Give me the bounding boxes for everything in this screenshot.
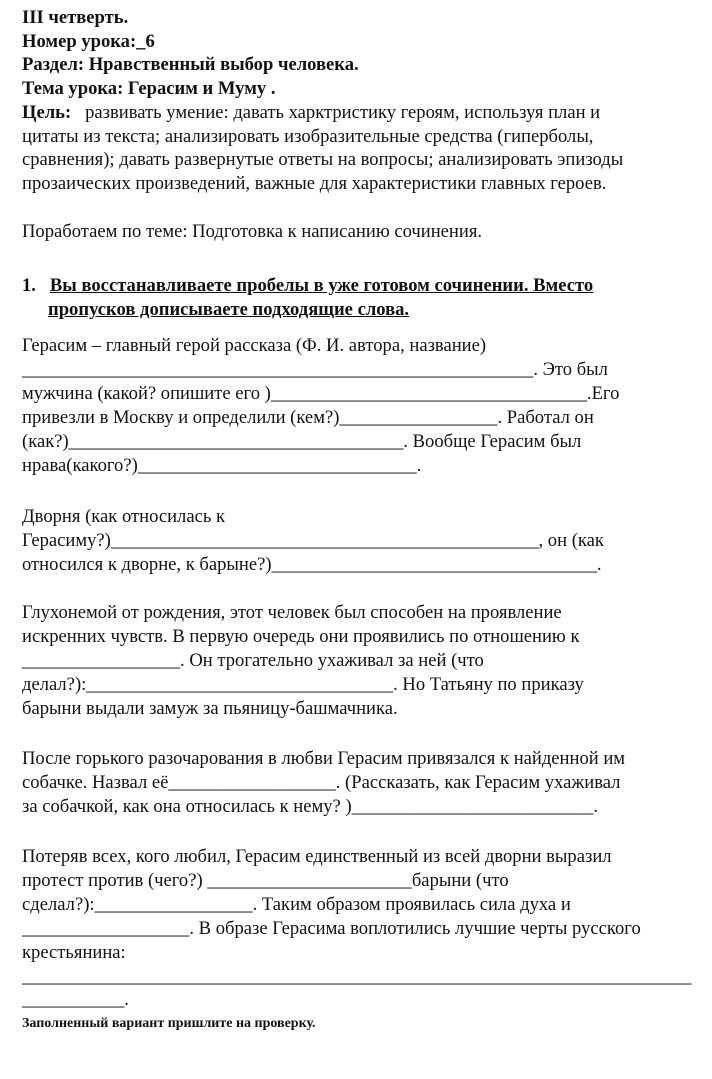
goal-line-4: прозаических произведений, важные для характеристики главных героев.	[22, 173, 607, 194]
submission-note: Заполненный вариант пришлите на проверку.	[22, 1016, 316, 1031]
p1-line-2: _______________________________________________________. Это был	[22, 359, 608, 380]
p5-line-6: ________________________________________________________________________	[22, 966, 692, 987]
p1-line-5: (как?)____________________________________. Вообще Герасим был	[22, 431, 582, 452]
section-title: Раздел: Нравственный выбор человека.	[22, 54, 359, 75]
p4-line-1: После горького разочарования в любви Герасим привязался к найденной им	[22, 748, 626, 769]
lesson-number: Номер урока:_6	[22, 31, 155, 52]
p5-line-4: __________________. В образе Герасима воплотились лучшие черты русского	[22, 918, 641, 939]
p3-line-3: _________________. Он трогательно ухаживал за ней (что	[22, 650, 484, 671]
p5-line-2: протест против (чего?) ______________________барыни (что	[22, 870, 509, 891]
p4-line-2: собачке. Назвал её__________________. (Рассказать, как Герасим ухаживал	[22, 772, 621, 793]
p3-line-2: искренних чувств. В первую очередь они проявились по отношению к	[22, 626, 580, 647]
task-title: Вы восстанавливаете пробелы в уже готовом сочинении. Вместо	[49, 275, 594, 296]
task-number: 1.	[22, 275, 36, 296]
p1-line-3: мужчина (какой? опишите его )__________________________________.Его	[22, 383, 620, 404]
goal-line-3: сравнения); давать развернутые ответы на вопросы; анализировать эпизоды	[22, 149, 624, 170]
p5-line-1: Потеряв всех, кого любил, Герасим единственный из всей дворни выразил	[22, 846, 612, 867]
goal-line-2: цитаты из текста; анализировать изобразительные средства (гиперболы,	[22, 126, 594, 147]
task-title-line-2: пропусков дописываете подходящие слова.	[48, 299, 410, 320]
goal-label: Цель:	[22, 102, 72, 123]
p1-line-4: привезли в Москву и определили (кем?)_________________. Работал он	[22, 407, 594, 428]
p5-line-5: крестьянина:	[22, 942, 126, 963]
intro-text: Поработаем по теме: Подготовка к написанию сочинения.	[22, 221, 483, 242]
goal-text: развивать умение: давать харктристику героям, используя план и	[85, 102, 601, 123]
p2-line-1: Дворня (как относилась к	[22, 506, 225, 527]
p2-line-2: Герасиму?)______________________________________________, он (как	[22, 530, 604, 551]
p3-line-1: Глухонемой от рождения, этот человек был способен на проявление	[22, 602, 562, 623]
p3-line-5: барыни выдали замуж за пьяницу-башмачника.	[22, 698, 398, 719]
p1-line-1: Герасим – главный герой рассказа (Ф. И. автора, название)	[22, 335, 487, 356]
task-title-line-1	[22, 274, 702, 298]
p5-line-3: сделал?):_________________. Таким образом проявилась сила духа и	[22, 894, 571, 915]
goal-line-1	[22, 101, 702, 125]
lesson-topic: Тема урока: Герасим и Муму .	[22, 78, 276, 99]
p2-line-3: относился к дворне, к барыне?)___________________________________.	[22, 554, 602, 575]
p3-line-4: делал?):_________________________________. Но Татьяну по приказу	[22, 674, 584, 695]
p4-line-3: за собачкой, как она относилась к нему? )__________________________.	[22, 796, 598, 817]
p1-line-6: нрава(какого?)______________________________.	[22, 455, 422, 476]
p5-line-7: ___________.	[22, 989, 129, 1010]
quarter-heading: III четверть.	[22, 7, 129, 28]
